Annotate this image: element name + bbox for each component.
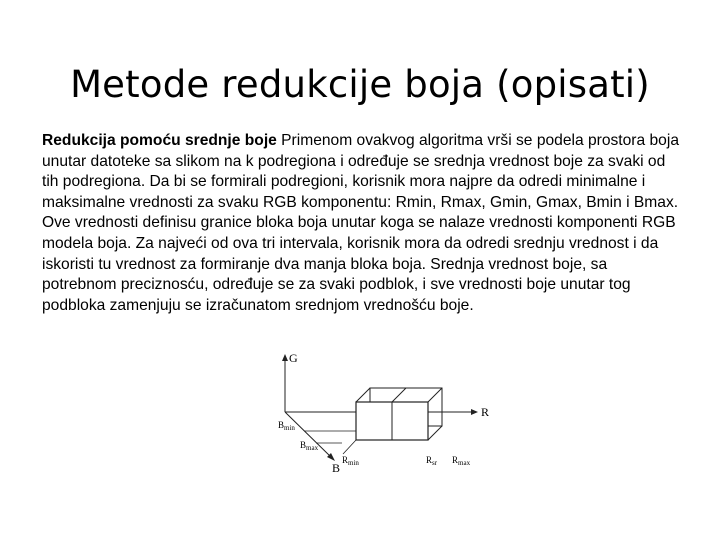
rsr-label: $R_{sr}$ <box>426 455 438 467</box>
rgb-block-diagram <box>230 348 500 478</box>
g-axis-label: G <box>289 351 298 365</box>
paragraph-text: Primenom ovakvog algoritma vrši se podela prostora boja unutar datoteke sa slikom na k podregiona i određuje se srednja vrednost boje za svaki od tih podregiona. Da bi se formirali podregioni, korisnik mora najpre da odredi minimalne i maksimalne vrednosti za svaku RGB komponentu: Rmin, Rmax, Gmin, Gmax, Bmin i Bmax. Ove vrednosti definisu granice bloka boja unutar koga se nalaze vrednosti komponenti RGB modela boja. Za najveći od ova tri intervala, korisnik mora da odredi srednju vrednost i da iskoristi tu vrednost za formiranje dva manja bloka boja. Srednja vrednost boje, sa potrebnom preciznosću, određuje se za svaki podblok, i sve vrednosti boje unutar tog podbloka zamenjuju se izračunatom srednjom vrednošću boje. <box>42 132 679 314</box>
r-axis-arrowhead <box>471 409 478 415</box>
paragraph-bold-lead: Redukcija pomoću srednje boje <box>42 132 277 149</box>
box-split-top <box>392 388 406 402</box>
r-axis-label: R <box>481 405 490 419</box>
box-edge-top-right <box>428 388 442 402</box>
slide-title: Metode redukcije boja (opisati) <box>70 62 650 106</box>
bmax-label: $B_{max}$ <box>300 440 319 452</box>
bmin-label: $B_{min}$ <box>278 420 295 432</box>
b-axis-label: B <box>332 461 341 475</box>
rmax-label: $R_{max}$ <box>452 455 471 467</box>
box-edge-bottom-right <box>428 426 442 440</box>
rmin-guide-line <box>343 440 356 454</box>
rmin-label: $R_{min}$ <box>342 455 359 467</box>
body-paragraph <box>42 131 682 316</box>
g-axis-arrowhead <box>282 354 288 361</box>
box-edge-top-left <box>356 388 370 402</box>
